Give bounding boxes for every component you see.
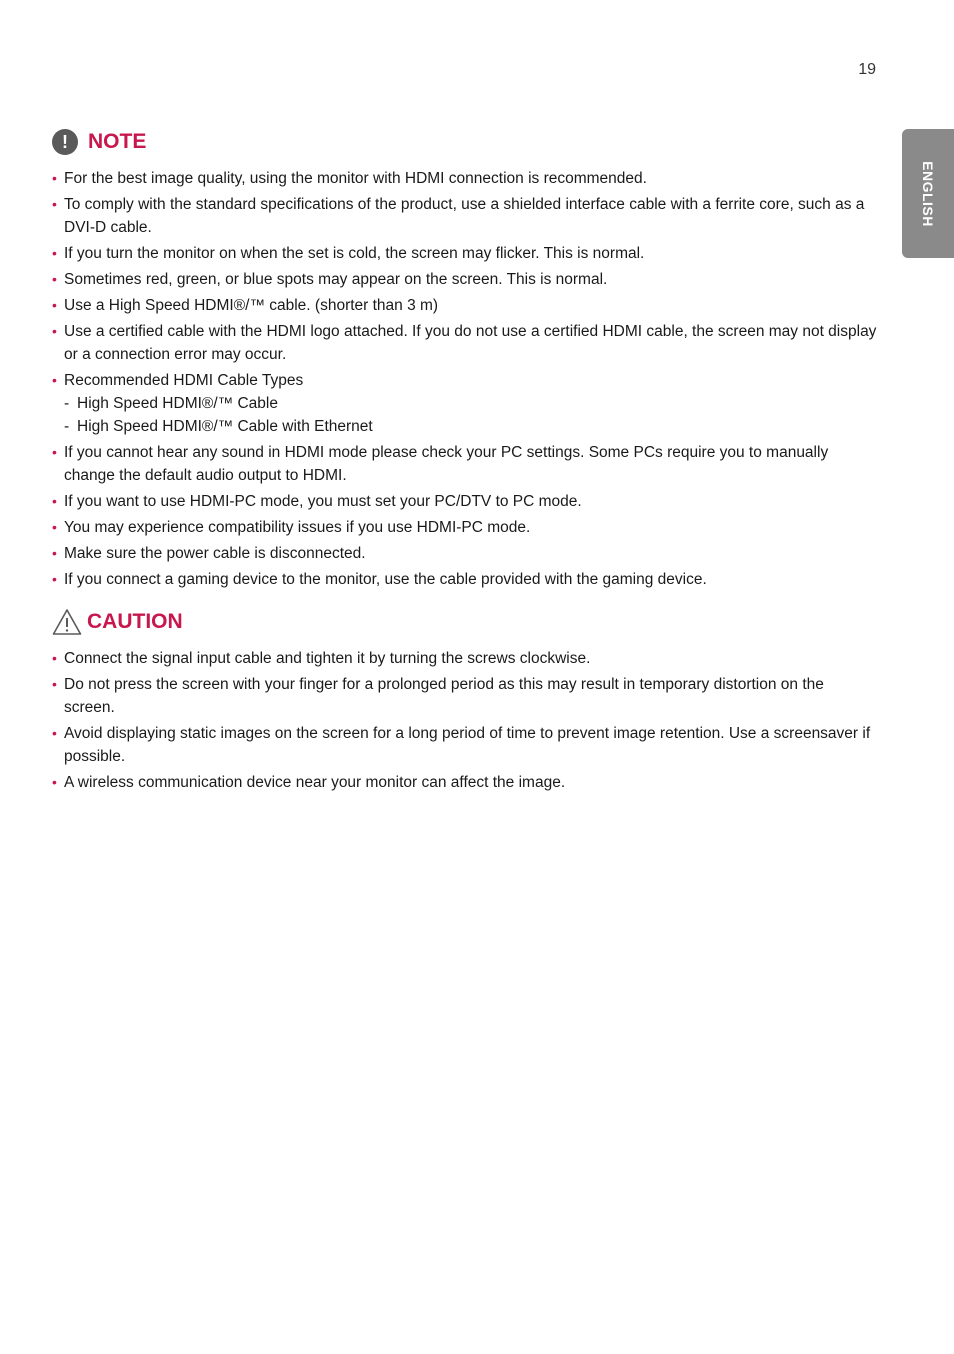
list-item: • You may experience compatibility issues if you use HDMI-PC mode.	[52, 516, 878, 539]
cable-types-sublist	[64, 392, 878, 438]
caution-title: CAUTION	[87, 610, 183, 633]
caution-heading	[52, 608, 878, 636]
caution-list	[52, 647, 878, 794]
warning-triangle-icon	[52, 608, 82, 636]
sub-list-item-text: High Speed HDMI®/™ Cable with Ethernet	[77, 418, 373, 435]
caution-section	[52, 608, 878, 797]
list-item: • Use a High Speed HDMI®/™ cable. (shorter than 3 m)	[52, 294, 878, 317]
sub-list-item: - High Speed HDMI®/™ Cable	[64, 395, 278, 412]
list-item: • Connect the signal input cable and tighten it by turning the screws clockwise.	[52, 647, 878, 670]
list-item: • Do not press the screen with your finger for a prolonged period as this may result in temporary distortion on the screen.	[52, 673, 878, 719]
sub-list-item-text: High Speed HDMI®/™ Cable	[77, 395, 278, 412]
language-tab-label: ENGLISH	[920, 160, 936, 227]
list-item: • If you cannot hear any sound in HDMI mode please check your PC settings. Some PCs require you to manually change the default audio output to HDMI.	[52, 441, 878, 487]
list-item: • Sometimes red, green, or blue spots may appear on the screen. This is normal.	[52, 268, 878, 291]
sub-list-item: - High Speed HDMI®/™ Cable with Ethernet	[64, 418, 373, 435]
list-item: • Use a certified cable with the HDMI logo attached. If you do not use a certified HDMI cable, the screen may not display or a connection error may occur.	[52, 320, 878, 366]
list-item: • If you want to use HDMI-PC mode, you must set your PC/DTV to PC mode.	[52, 490, 878, 513]
list-item: • If you connect a gaming device to the monitor, use the cable provided with the gaming device.	[52, 568, 878, 591]
note-heading	[52, 128, 878, 156]
list-item: • A wireless communication device near your monitor can affect the image.	[52, 771, 878, 794]
page-number: 19	[858, 61, 876, 78]
list-item: • Make sure the power cable is disconnected.	[52, 542, 878, 565]
note-list	[52, 167, 878, 591]
note-section	[52, 128, 878, 594]
language-tab	[902, 129, 954, 258]
exclamation-icon: !	[52, 129, 78, 155]
list-item-label: • Recommended HDMI Cable Types	[64, 372, 304, 389]
note-title: NOTE	[88, 130, 147, 153]
list-item: • If you turn the monitor on when the set is cold, the screen may flicker. This is normal.	[52, 242, 878, 265]
list-item: • To comply with the standard specifications of the product, use a shielded interface cable with a ferrite core, such as a DVI-D cable.	[52, 193, 878, 239]
list-item-cable-types	[52, 369, 878, 438]
list-item: • Avoid displaying static images on the screen for a long period of time to prevent image retention. Use a screensaver if possible.	[52, 722, 878, 768]
list-item: • For the best image quality, using the monitor with HDMI connection is recommended.	[52, 167, 878, 190]
